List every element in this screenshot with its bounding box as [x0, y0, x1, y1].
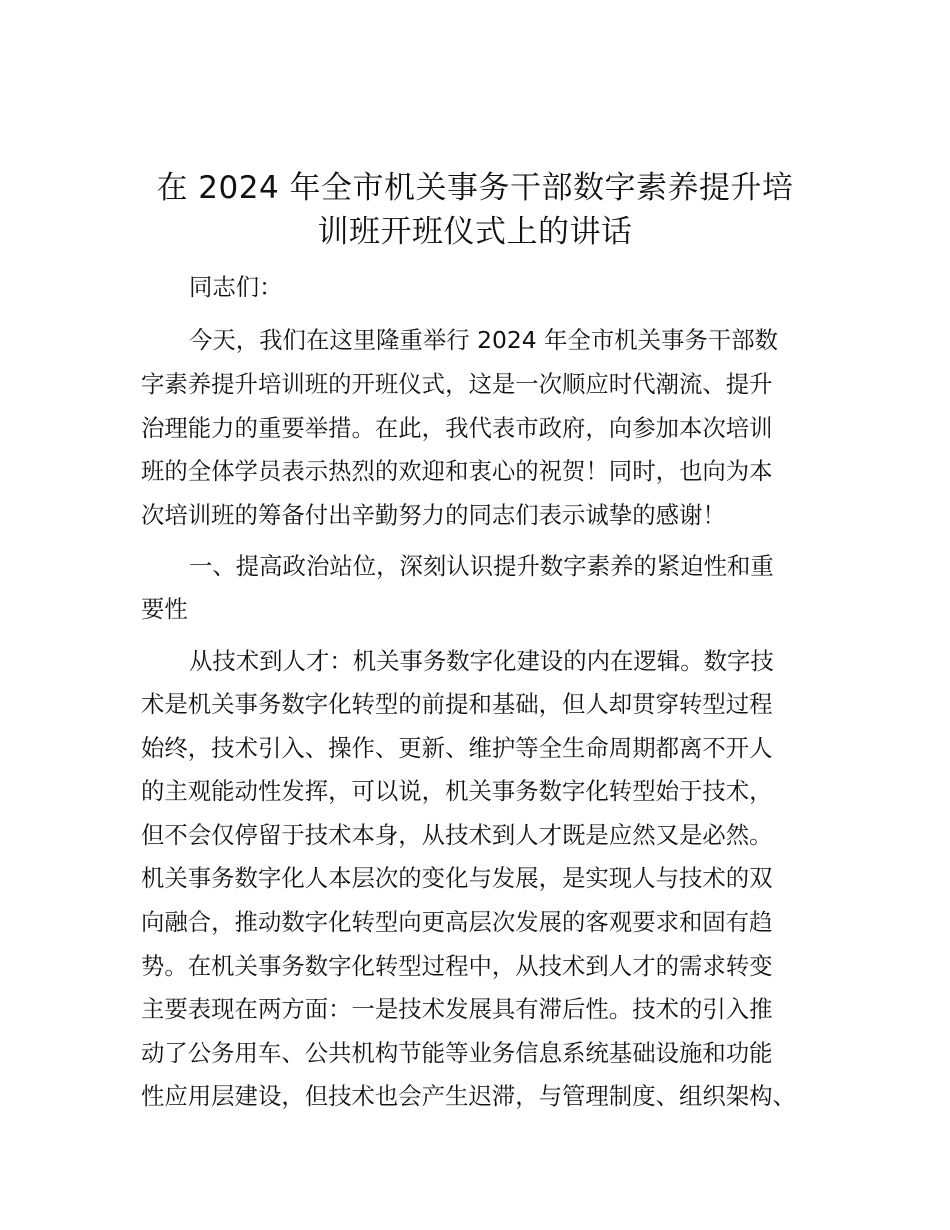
paragraph-1-line: 字素养提升培训班的开班仪式，这是一次顺应时代潮流、提升: [141, 370, 773, 398]
paragraph-2-line: 的主观能动性发挥，可以说，机关事务数字化转型始于技术，: [141, 777, 773, 805]
paragraph-2-line: 动了公务用车、公共机构节能等业务信息系统基础设施和功能: [141, 1039, 773, 1067]
document-title-line-2: 训班开班仪式上的讲话: [317, 214, 633, 250]
paragraph-2-line: 术是机关事务数字化转型的前提和基础，但人却贯穿转型过程: [141, 690, 773, 718]
section-heading-1-line: 要性: [141, 595, 188, 623]
paragraph-1-line: 次培训班的筹备付出辛勤努力的同志们表示诚挚的感谢！: [141, 501, 726, 529]
paragraph-2-line: 性应用层建设，但技术也会产生迟滞，与管理制度、组织架构、: [141, 1082, 796, 1110]
paragraph-2-line: 始终，技术引入、操作、更新、维护等全生命周期都离不开人: [141, 734, 773, 762]
paragraph-2-line: 主要表现在两方面：一是技术发展具有滞后性。技术的引入推: [141, 995, 773, 1023]
paragraph-1-line: 班的全体学员表示热烈的欢迎和衷心的祝贺！同时，也向为本: [141, 457, 773, 485]
paragraph-2-line: 机关事务数字化人本层次的变化与发展，是实现人与技术的双: [141, 864, 773, 892]
paragraph-1-line: 治理能力的重要举措。在此，我代表市政府，向参加本次培训: [141, 414, 773, 442]
paragraph-2-line: 从技术到人才：机关事务数字化建设的内在逻辑。数字技: [189, 647, 774, 675]
salutation: 同志们：: [189, 273, 283, 301]
paragraph-1-line: 今天，我们在这里隆重举行 2024 年全市机关事务干部数: [189, 326, 778, 354]
paragraph-2-line: 势。在机关事务数字化转型过程中，从技术到人才的需求转变: [141, 952, 773, 980]
paragraph-2-line: 但不会仅停留于技术本身，从技术到人才既是应然又是必然。: [141, 821, 773, 849]
section-heading-1-line: 一、提高政治站位，深刻认识提升数字素养的紧迫性和重: [189, 552, 774, 580]
document-title-line-1: 在 2024 年全市机关事务干部数字素养提升培: [156, 170, 794, 206]
paragraph-2-line: 向融合，推动数字化转型向更高层次发展的客观要求和固有趋: [141, 908, 773, 936]
